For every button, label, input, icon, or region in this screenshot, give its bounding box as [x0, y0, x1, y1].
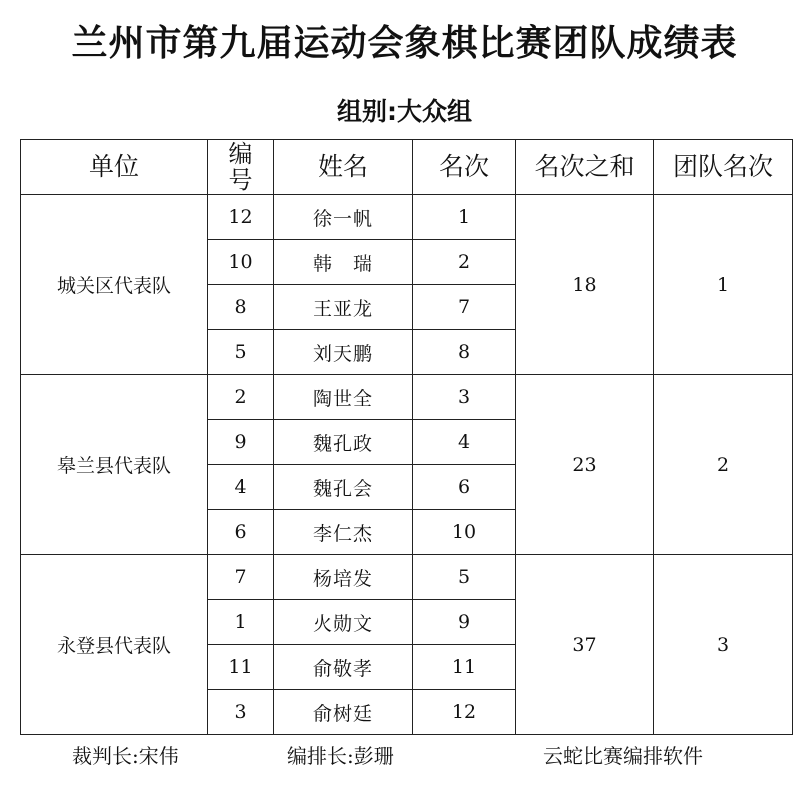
- header-rank-sum: 名次之和: [516, 140, 654, 195]
- player-rank: 3: [413, 375, 516, 420]
- header-name: 姓名: [274, 140, 413, 195]
- player-number: 3: [208, 690, 274, 735]
- team-rank: 2: [654, 375, 793, 555]
- table-row: [21, 555, 793, 600]
- player-name: 俞树廷: [274, 690, 413, 735]
- player-name: 刘天鹏: [274, 330, 413, 375]
- player-name: 徐一帆: [274, 195, 413, 240]
- player-number: 4: [208, 465, 274, 510]
- player-name: 杨培发: [274, 555, 413, 600]
- table-row: [21, 375, 793, 420]
- team-rank: 3: [654, 555, 793, 735]
- player-rank: 10: [413, 510, 516, 555]
- team-rank-sum: 37: [516, 555, 654, 735]
- footer-referee: 裁判长:宋伟: [72, 744, 179, 768]
- player-number: 9: [208, 420, 274, 465]
- player-rank: 6: [413, 465, 516, 510]
- header-number-label: 编号: [228, 141, 253, 193]
- player-number: 5: [208, 330, 274, 375]
- team-rank: 1: [654, 195, 793, 375]
- footer-software: 云蛇比赛编排软件: [543, 744, 703, 768]
- page-title: 兰州市第九届运动会象棋比赛团队成绩表: [71, 23, 738, 64]
- player-number: 6: [208, 510, 274, 555]
- team-rank-sum: 18: [516, 195, 654, 375]
- player-name: 王亚龙: [274, 285, 413, 330]
- header-rank: 名次: [413, 140, 516, 195]
- player-name: 李仁杰: [274, 510, 413, 555]
- player-number: 7: [208, 555, 274, 600]
- team-results-table: [20, 139, 793, 735]
- player-name: 陶世全: [274, 375, 413, 420]
- player-name: 火勋文: [274, 600, 413, 645]
- player-rank: 9: [413, 600, 516, 645]
- header-team-rank: 团队名次: [654, 140, 793, 195]
- player-rank: 5: [413, 555, 516, 600]
- table-row: [21, 195, 793, 240]
- team-rank-sum: 23: [516, 375, 654, 555]
- player-number: 12: [208, 195, 274, 240]
- group-subtitle: 组别:大众组: [337, 97, 472, 126]
- player-rank: 1: [413, 195, 516, 240]
- team-unit: 城关区代表队: [21, 195, 208, 375]
- player-rank: 11: [413, 645, 516, 690]
- team-unit: 皋兰县代表队: [21, 375, 208, 555]
- header-unit: 单位: [21, 140, 208, 195]
- player-name: 俞敬孝: [274, 645, 413, 690]
- player-rank: 7: [413, 285, 516, 330]
- player-name: 魏孔政: [274, 420, 413, 465]
- player-rank: 4: [413, 420, 516, 465]
- player-rank: 12: [413, 690, 516, 735]
- team-unit: 永登县代表队: [21, 555, 208, 735]
- footer-arranger: 编排长:彭珊: [287, 744, 394, 768]
- player-number: 1: [208, 600, 274, 645]
- player-name: 魏孔会: [274, 465, 413, 510]
- header-number: [208, 140, 274, 195]
- player-number: 2: [208, 375, 274, 420]
- player-name: 韩 瑞: [274, 240, 413, 285]
- player-rank: 8: [413, 330, 516, 375]
- table-header-row: [21, 140, 793, 195]
- player-number: 11: [208, 645, 274, 690]
- player-rank: 2: [413, 240, 516, 285]
- player-number: 8: [208, 285, 274, 330]
- player-number: 10: [208, 240, 274, 285]
